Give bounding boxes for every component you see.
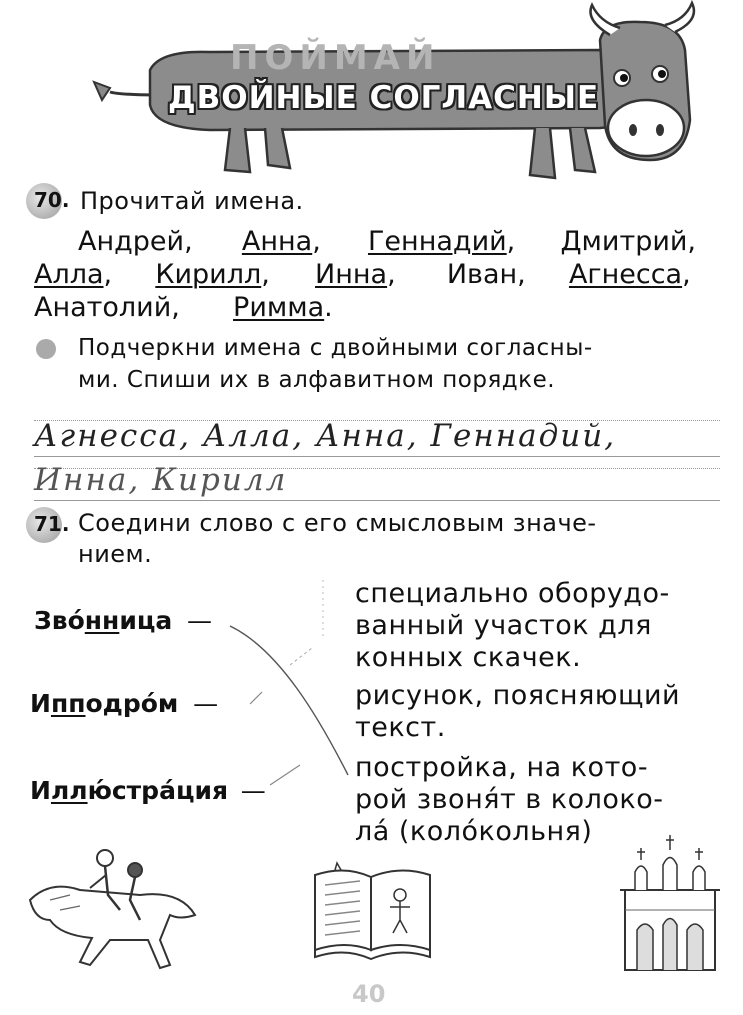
comma: , [261,259,270,290]
word-part: ица [119,606,173,635]
period: . [324,292,333,323]
definition-line: ла́ (коло́кольня) [355,816,593,847]
comma: , [387,259,396,290]
definition-line: конных скачек. [355,642,582,673]
exercise-70-instruction: Прочитай имена. [80,187,304,215]
exercise-71-instruction-line-2: нием. [78,540,153,568]
comma: , [506,226,516,257]
open-book-illustration [305,855,440,965]
name-gennady: Геннадий [367,226,507,257]
name-andrey: Андрей, [78,226,193,257]
name-ivan: Иван, [446,259,526,290]
word-part-doubled: нн [84,606,120,635]
exercise-70-task-line-2: ми. Спиши их в алфавитном порядке. [78,367,556,393]
word-part-doubled: лл [50,776,88,805]
word-part: ю́стра́ция [87,776,229,805]
page-number: 40 [352,980,386,1008]
definition-hippodrome [355,578,670,674]
bell-tower-illustration [615,830,725,980]
word-part: одро́м [85,689,179,718]
definition-illustration [355,680,680,744]
exercise-71-instruction-line-1: Соедини слово с его смысловым значе- [78,509,597,537]
name-anna: Анна [241,226,313,257]
definition-line: ванный участок для [355,610,652,641]
match-dash: — [193,689,219,718]
definition-line: рой звоня́т в колоко- [355,784,664,815]
name-inna: Инна [315,259,388,290]
name-anatoly: Анатолий, [34,292,180,323]
name-kirill: Кирилл [155,259,262,290]
definition-line: постройка, на кото- [355,752,649,783]
name-agnessa: Агнесса [568,259,683,290]
horse-riders-illustration [20,840,220,980]
comma: , [682,259,691,290]
definition-line: рисунок, поясняющий [355,680,681,711]
exercise-71-number: 71. [34,512,70,536]
definition-line: специально оборудо- [355,578,670,609]
comma: , [103,259,113,290]
exercise-70-task-line-1: Подчеркни имена с двойными согласны- [78,335,593,361]
match-dash: — [186,606,212,635]
name-alla: Алла [34,259,104,290]
exercise-70-number: 70. [34,188,70,212]
word-part-doubled: пп [50,689,86,718]
word-part: И [30,776,51,805]
word-part: И [30,689,51,718]
definition-line: текст. [355,712,446,743]
comma: , [312,226,321,257]
word-part: Зво́ [34,606,85,635]
name-rimma: Римма [233,292,325,323]
name-dmitry: Дмитрий, [560,226,697,257]
banner-ghost-title: ПОЙМАЙ [230,38,441,78]
page-title: ДВОЙНЫЕ СОГЛАСНЫЕ [168,80,600,116]
match-dash: — [240,776,266,805]
handwritten-answer-line-1: Агнесса, Алла, Анна, Геннадий, [34,418,617,454]
handwritten-answer-line-2: Инна, Кирилл [34,462,288,498]
